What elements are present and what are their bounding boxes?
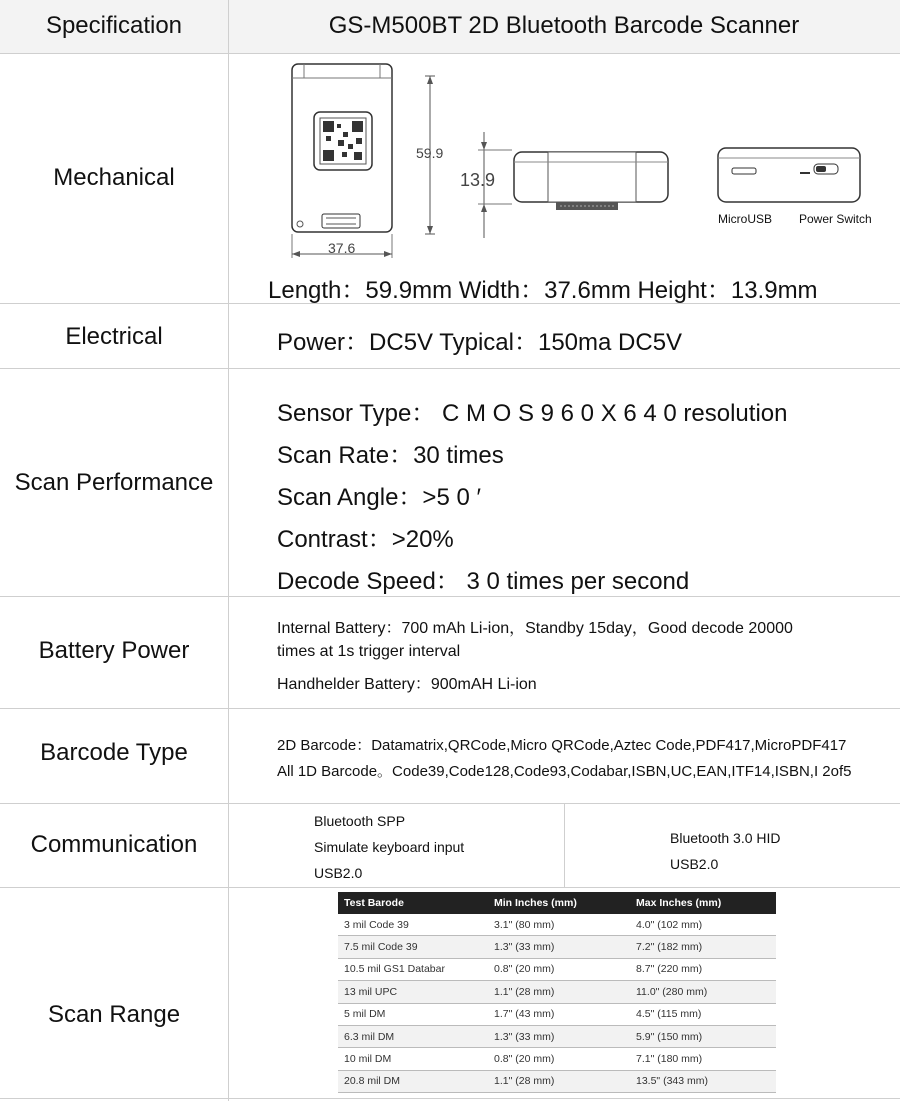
cell: 20.8 mil DM <box>338 1070 488 1092</box>
bottom-view-icon <box>718 148 860 202</box>
cell: 6.3 mil DM <box>338 1025 488 1047</box>
cell: 10.5 mil GS1 Databar <box>338 958 488 980</box>
col-min-inches: Min Inches (mm) <box>488 892 630 914</box>
internal-battery: Internal Battery：700 mAh Li-ion，Standby 15day，Good decode 20000 <box>277 620 793 637</box>
barcode-type-label: Barcode Type <box>40 739 188 766</box>
cell: 1.3" (33 mm) <box>488 936 630 958</box>
usb-left: USB2.0 <box>314 865 363 881</box>
cell: 4.5" (115 mm) <box>630 1003 776 1025</box>
battery-detail: times at 1s trigger interval <box>277 643 461 660</box>
page-title: GS-M500BT 2D Bluetooth Barcode Scanner <box>328 12 800 39</box>
keyboard-input: Simulate keyboard input <box>314 839 465 855</box>
bluetooth-hid: Bluetooth 3.0 HID <box>670 830 781 846</box>
decode-speed: Decode Speed： 3 0 times per second <box>277 568 690 595</box>
1d-barcodes: All 1D Barcode。Code39,Code128,Code93,Codabar,ISBN,UC,EAN,ITF14,ISBN,I 2of5 <box>277 763 852 780</box>
table-row <box>338 936 776 958</box>
bluetooth-spp: Bluetooth SPP <box>314 813 406 829</box>
cell: 1.3" (33 mm) <box>488 1025 630 1047</box>
cell: 10 mil DM <box>338 1048 488 1070</box>
divider <box>0 708 900 709</box>
table-row <box>338 914 776 936</box>
cell: 0.8" (20 mm) <box>488 1048 630 1070</box>
table-row <box>338 1070 776 1092</box>
column-divider <box>228 0 229 1101</box>
col-max-inches: Max Inches (mm) <box>630 892 776 914</box>
cell: 1.1" (28 mm) <box>488 981 630 1003</box>
microusb-label: MicroUSB <box>718 212 773 226</box>
cell: 11.0" (280 mm) <box>630 981 776 1003</box>
sensor-type: Sensor Type： C M O S 9 6 0 X 6 4 0 resolution <box>277 400 788 427</box>
usb-right: USB2.0 <box>670 856 719 872</box>
cell: 13.5" (343 mm) <box>630 1070 776 1092</box>
divider <box>0 1098 900 1099</box>
cell: 8.7" (220 mm) <box>630 958 776 980</box>
divider <box>0 887 900 888</box>
cell: 5 mil DM <box>338 1003 488 1025</box>
scan-performance-label: Scan Performance <box>14 469 214 496</box>
cell: 4.0" (102 mm) <box>630 914 776 936</box>
cell: 7.5 mil Code 39 <box>338 936 488 958</box>
side-view-icon <box>514 152 668 210</box>
scan-angle: Scan Angle：>5 0 ′ <box>277 484 481 511</box>
front-view-icon <box>292 64 392 232</box>
cell: 13 mil UPC <box>338 981 488 1003</box>
header-label: Specification <box>45 12 183 39</box>
col-test-barcode: Test Barode <box>338 892 488 914</box>
height-dimension: 13.9 <box>460 170 496 190</box>
scan-rate: Scan Rate：30 times <box>277 442 504 469</box>
scan-range-label: Scan Range <box>47 1001 181 1028</box>
dimensions-summary: Length：59.9mm Width：37.6mm Height：13.9mm <box>268 277 818 304</box>
divider <box>0 596 900 597</box>
power-spec: Power：DC5V Typical：150ma DC5V <box>277 329 683 356</box>
communication-label: Communication <box>30 831 198 858</box>
table-row <box>338 981 776 1003</box>
cell: 0.8" (20 mm) <box>488 958 630 980</box>
table-row <box>338 1003 776 1025</box>
table-row <box>338 1025 776 1047</box>
contrast: Contrast：>20% <box>277 526 454 553</box>
communication-divider <box>564 803 565 887</box>
cell: 1.1" (28 mm) <box>488 1070 630 1092</box>
handheld-battery: Handhelder Battery：900mAH Li-ion <box>277 676 537 693</box>
divider <box>0 803 900 804</box>
cell: 1.7" (43 mm) <box>488 1003 630 1025</box>
cell: 7.1" (180 mm) <box>630 1048 776 1070</box>
cell: 3.1" (80 mm) <box>488 914 630 936</box>
cell: 3 mil Code 39 <box>338 914 488 936</box>
mechanical-label: Mechanical <box>53 164 175 191</box>
length-dimension: 59.9 <box>416 145 444 161</box>
table-header-row <box>338 892 776 914</box>
divider <box>0 368 900 369</box>
electrical-label: Electrical <box>65 323 163 350</box>
power-switch-label: Power Switch <box>799 212 872 226</box>
mechanical-drawing <box>230 54 898 270</box>
table-row <box>338 958 776 980</box>
cell: 5.9" (150 mm) <box>630 1025 776 1047</box>
cell: 7.2" (182 mm) <box>630 936 776 958</box>
width-dimension: 37.6 <box>328 240 356 256</box>
battery-label: Battery Power <box>38 637 190 664</box>
2d-barcodes: 2D Barcode：Datamatrix,QRCode,Micro QRCode,Aztec Code,PDF417,MicroPDF417 <box>277 737 847 754</box>
scan-range-table <box>338 892 776 1093</box>
table-row <box>338 1048 776 1070</box>
